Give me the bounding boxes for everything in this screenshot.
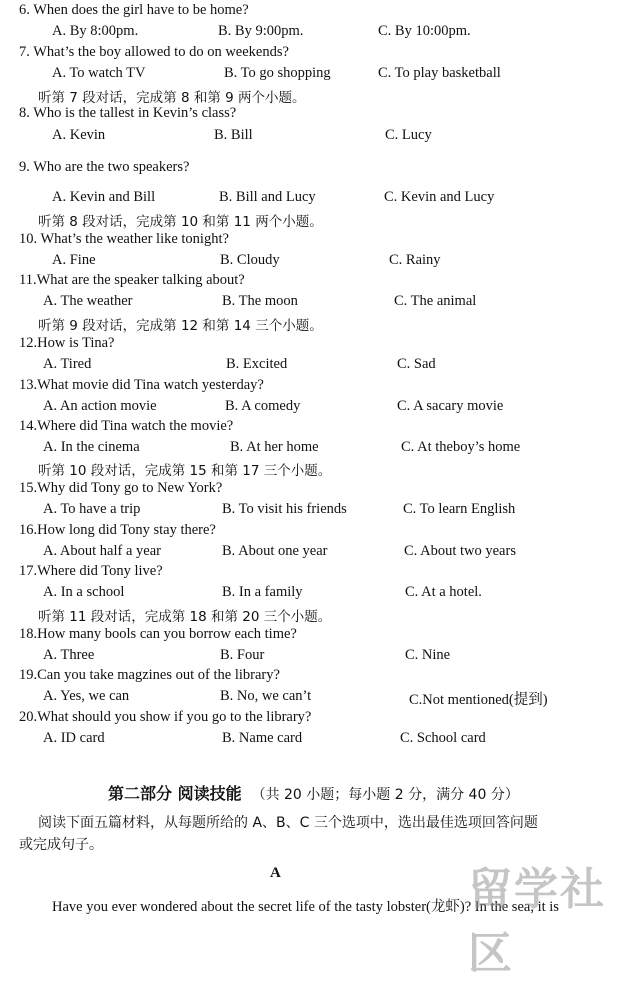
- option-b: B. The moon: [222, 293, 298, 309]
- options-row: [0, 584, 634, 604]
- question-text: 12.How is Tina?: [19, 335, 115, 351]
- question-15: [0, 480, 634, 500]
- question-10: [0, 231, 634, 251]
- options-row: [0, 398, 634, 418]
- option-a: A. By 8:00pm.: [52, 23, 139, 39]
- option-a: A. About half a year: [43, 543, 161, 559]
- question-9: [0, 159, 634, 179]
- section-heading: 第二部分 阅读技能: [108, 784, 242, 803]
- segment-instruction-text: 听第 7 段对话，完成第 8 和第 9 两个小题。: [38, 90, 306, 106]
- option-a: A. To have a trip: [43, 501, 141, 517]
- option-c: C. A sacary movie: [397, 398, 504, 414]
- passage-letter: A: [270, 865, 281, 881]
- option-a: A. Three: [43, 647, 95, 663]
- segment-instruction-text: 听第 9 段对话，完成第 12 和第 14 三个小题。: [38, 318, 323, 334]
- question-11: [0, 272, 634, 292]
- question-text: 19.Can you take magzines out of the library?: [19, 667, 280, 683]
- option-c: C.Not mentioned(提到): [409, 692, 548, 708]
- option-b: B. In a family: [222, 584, 303, 600]
- options-row: [0, 501, 634, 521]
- options-row: [0, 252, 634, 272]
- options-row: [0, 730, 634, 750]
- option-a: A. An action movie: [43, 398, 157, 414]
- question-text: 11.What are the speaker talking about?: [19, 272, 245, 288]
- option-b: B. To go shopping: [224, 65, 331, 81]
- segment-instruction-text: 听第 8 段对话，完成第 10 和第 11 两个小题。: [38, 214, 323, 230]
- option-b: B. By 9:00pm.: [218, 23, 304, 39]
- options-row: [0, 127, 634, 147]
- question-text: 7. What’s the boy allowed to do on weekends?: [19, 44, 289, 60]
- question-18: [0, 626, 634, 646]
- section-note: （共 20 小题；每小题 2 分，满分 40 分）: [251, 787, 519, 803]
- option-a: A. In a school: [43, 584, 125, 600]
- option-b: B. A comedy: [225, 398, 301, 414]
- question-7: [0, 44, 634, 64]
- segment-instruction: [0, 459, 634, 479]
- options-row: [0, 65, 634, 85]
- option-c: C. Sad: [397, 356, 436, 372]
- options-row: [0, 189, 634, 209]
- question-19: [0, 667, 634, 687]
- question-text: 6. When does the girl have to be home?: [19, 2, 249, 18]
- reading-instruction-line1: 阅读下面五篇材料，从每题所给的 A、B、C 三个选项中，选出最佳选项回答问题: [38, 815, 538, 831]
- question-6: [0, 2, 634, 22]
- options-row: [0, 543, 634, 563]
- segment-instruction: [0, 86, 634, 106]
- segment-instruction-text: 听第 11 段对话，完成第 18 和第 20 三个小题。: [38, 609, 332, 625]
- question-text: 17.Where did Tony live?: [19, 563, 163, 579]
- passage-first-line: Have you ever wondered about the secret life of the tasty lobster(龙虾)? In the sea, it is: [52, 899, 559, 915]
- option-b: B. To visit his friends: [222, 501, 347, 517]
- option-c: C. School card: [400, 730, 486, 746]
- option-a: A. The weather: [43, 293, 133, 309]
- option-b: B. No, we can’t: [220, 688, 312, 704]
- option-a: A. Yes, we can: [43, 688, 130, 704]
- options-row: [0, 23, 634, 43]
- option-c: C. By 10:00pm.: [378, 23, 471, 39]
- question-16: [0, 522, 634, 542]
- option-c: C. Kevin and Lucy: [384, 189, 495, 205]
- option-a: A. In the cinema: [43, 439, 140, 455]
- option-a: A. Tired: [43, 356, 92, 372]
- segment-instruction: [0, 210, 634, 230]
- option-c: C. At theboy’s home: [401, 439, 521, 455]
- question-text: 16.How long did Tony stay there?: [19, 522, 216, 538]
- question-14: [0, 418, 634, 438]
- option-b: B. Excited: [226, 356, 288, 372]
- options-row: [0, 356, 634, 376]
- options-row: [0, 647, 634, 667]
- option-a: A. Fine: [52, 252, 96, 268]
- options-row: [0, 688, 634, 708]
- option-b: B. Four: [220, 647, 265, 663]
- question-text: 9. Who are the two speakers?: [19, 159, 190, 175]
- question-text: 18.How many bools can you borrow each time?: [19, 626, 297, 642]
- watermark-logo: [468, 853, 628, 979]
- option-a: A. To watch TV: [52, 65, 146, 81]
- options-row: [0, 439, 634, 459]
- segment-instruction: [0, 314, 634, 334]
- question-text: 20.What should you show if you go to the library?: [19, 709, 312, 725]
- option-b: B. About one year: [222, 543, 328, 559]
- segment-instruction-text: 听第 10 段对话，完成第 15 和第 17 三个小题。: [38, 463, 332, 479]
- option-c: C. Nine: [405, 647, 451, 663]
- watermark-text: 留学社区: [468, 864, 606, 979]
- question-text: 8. Who is the tallest in Kevin’s class?: [19, 105, 237, 121]
- section-title: [108, 781, 519, 804]
- question-12: [0, 335, 634, 355]
- reading-instruction-line2: 或完成句子。: [19, 837, 103, 853]
- option-b: B. Bill and Lucy: [219, 189, 316, 205]
- question-text: 13.What movie did Tina watch yesterday?: [19, 377, 264, 393]
- option-a: A. Kevin: [52, 127, 106, 143]
- question-text: 10. What’s the weather like tonight?: [19, 231, 229, 247]
- option-c: C. The animal: [394, 293, 477, 309]
- question-text: 14.Where did Tina watch the movie?: [19, 418, 234, 434]
- option-b: B. Name card: [222, 730, 303, 746]
- question-20: [0, 709, 634, 729]
- question-13: [0, 377, 634, 397]
- question-8: [0, 105, 634, 125]
- option-c: C. Rainy: [389, 252, 441, 268]
- options-row: [0, 293, 634, 313]
- option-a: A. Kevin and Bill: [52, 189, 156, 205]
- option-c: C. About two years: [404, 543, 516, 559]
- question-text: 15.Why did Tony go to New York?: [19, 480, 223, 496]
- option-c: C. To learn English: [403, 501, 516, 517]
- option-c: C. Lucy: [385, 127, 432, 143]
- option-b: B. Cloudy: [220, 252, 280, 268]
- question-17: [0, 563, 634, 583]
- segment-instruction: [0, 605, 634, 625]
- option-b: B. Bill: [214, 127, 253, 143]
- option-a: A. ID card: [43, 730, 105, 746]
- option-b: B. At her home: [230, 439, 319, 455]
- option-c: C. To play basketball: [378, 65, 501, 81]
- option-c: C. At a hotel.: [405, 584, 482, 600]
